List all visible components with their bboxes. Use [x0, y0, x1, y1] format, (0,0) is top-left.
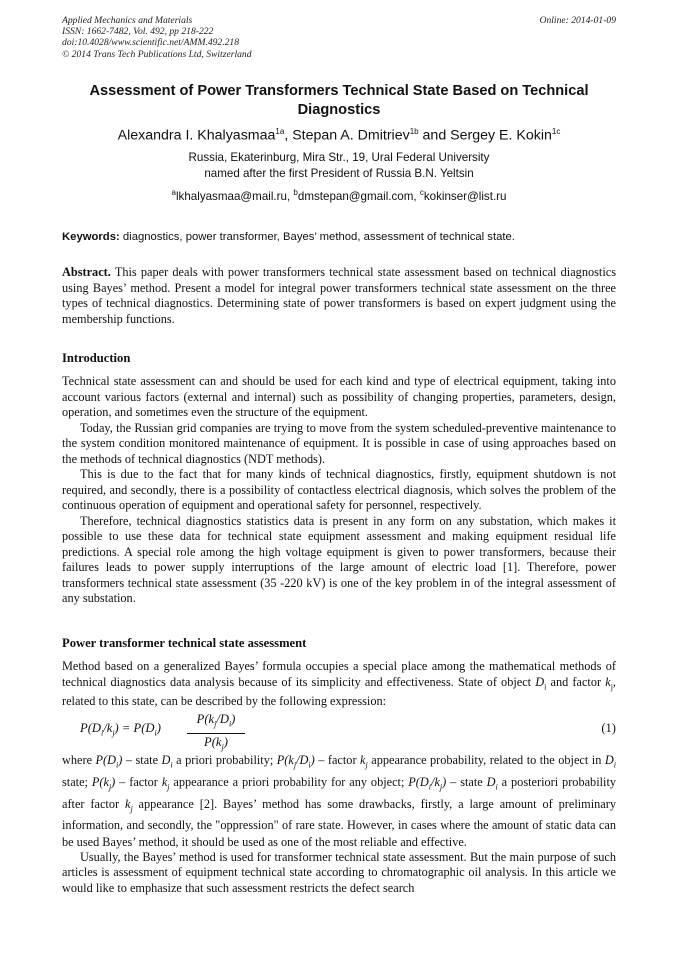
math-subscript: i — [428, 782, 432, 792]
math-subscript: j — [610, 681, 613, 691]
keywords — [62, 230, 616, 244]
text-run: Method based on a generalized Bayes’ formula occupies a special place among the mathematical methods of technical diagnostics data analysis because of its simplicity and effectiveness. State of object — [62, 659, 616, 689]
author-separator: , — [284, 127, 293, 144]
math-subscript: j — [439, 782, 443, 792]
email-mark: b — [293, 188, 298, 197]
section-heading-assessment: Power transformer technical state assessment — [62, 636, 307, 650]
math-subscript: i — [100, 728, 104, 738]
paragraph: This is due to the fact that for many kinds of technical diagnostics, firstly, equipment shutdown is not required, and secondly, there is a possibility of contactless electrical diagnosis, which solves the problem of the continuous operation of equipment and operational safety for personnel, respectively. — [62, 467, 616, 512]
math-term: P(D — [80, 721, 101, 735]
affiliation-line: Russia, Ekaterinburg, Mira Str., 19, Ural Federal University — [188, 151, 490, 164]
math-subscript: i — [170, 760, 173, 770]
math-subscript: j — [293, 760, 297, 770]
affiliation-line: named after the first President of Russia B.N. Yeltsin — [204, 167, 474, 180]
text-run: appearance [2]. Bayes’ method has some drawbacks, firstly, a large amount of preliminary information, and secondly, the "oppression" of rare state. However, in cases where the amount of static data can be used Bayes’ method, it should be used as one of the most reliable and effective. — [62, 796, 616, 849]
math-term: /k — [431, 774, 440, 789]
author-name: Sergey E. Kokin — [450, 127, 552, 144]
math-symbol: D — [535, 674, 545, 689]
fraction-numerator — [187, 711, 245, 734]
math-term: P(k — [276, 753, 294, 767]
keywords-text: diagnostics, power transformer, Bayes’ method, assessment of technical state. — [119, 231, 515, 243]
text-run: appearance a priori probability for any object; — [169, 774, 409, 789]
author-affil-mark: 1c — [551, 127, 561, 136]
email-link[interactable]: dmstepan@gmail.com — [297, 189, 414, 203]
math-subscript: i — [228, 719, 232, 729]
text-run: – factor — [115, 774, 162, 789]
math-symbol: k — [605, 674, 611, 689]
text-run: and factor — [546, 674, 606, 689]
equation-1 — [80, 711, 616, 751]
math-term: P(k — [204, 734, 222, 749]
math-subscript: i — [544, 681, 547, 691]
text-run: a posteriori probability after factor — [62, 774, 617, 811]
math-term: ) — [310, 753, 315, 767]
email-link[interactable]: kokinser@list.ru — [423, 189, 507, 203]
author-name: Alexandra I. Khalyasmaa — [117, 127, 276, 144]
math-symbol: D — [486, 774, 496, 789]
math-term: /k — [103, 721, 113, 735]
author-list — [62, 123, 616, 145]
math-term: ) = P(D — [114, 721, 155, 735]
math-subscript: i — [116, 760, 119, 770]
text-run: – state — [446, 774, 487, 789]
math-subscript: j — [365, 760, 368, 770]
math-symbol: k — [161, 774, 168, 789]
author-affil-mark: 1a — [275, 127, 285, 136]
math-subscript: j — [167, 782, 170, 792]
math-term: P(k — [91, 774, 109, 789]
email-mark: c — [419, 188, 424, 197]
math-symbol: k — [124, 796, 131, 811]
paragraph: Today, the Russian grid companies are trying to move from the system scheduled-preventive maintenance to the system condition monitored maintenance of equipment. It is possible in case of using approaches based on the methods of technical diagnostics (NDT methods). — [62, 420, 616, 466]
method-paragraph — [62, 659, 616, 710]
math-term: ) — [111, 774, 116, 789]
email-link[interactable]: lkhalyasmaa@mail.ru — [175, 189, 287, 203]
abstract-text: This paper deals with power transformers technical state assessment based on technical diagnostics using Bayes’ method. Present a model for integral power transformers technical state assessment on the three types of technical diagnostics. Determining state of power transformers is based on expert judgment using the membership functions. — [62, 265, 616, 326]
equation-fraction — [187, 711, 245, 755]
math-subscript: i — [154, 728, 157, 738]
paragraph: Therefore, technical diagnostics statistics data is present in any form on any substation, which makes it possible to use these data for technical state equipment assessment and making equipment residual life predictions. A special role among the high voltage equipment is given to power transformers, because their failures leads to power supply interruptions of the large amount of electric load [1]. Therefore, power transformers technical state assessment (35 -220 kV) is one of the key problem in of the integral assessment of any substation. — [62, 513, 616, 605]
math-subscript: j — [112, 728, 115, 738]
math-term: P(k — [196, 712, 215, 726]
text-run: where — [62, 753, 96, 767]
author-separator: and — [418, 127, 451, 144]
math-term: /D — [296, 753, 309, 767]
equation-explanation — [62, 752, 616, 896]
paragraph: Technical state assessment can and should be used for each kind and type of electrical equipment, taking into account various factors (external and internal) such as possibility of changing properties, parameters, design, operation, and sometimes even the structure of the equipment. — [62, 374, 616, 419]
issn-line: ISSN: 1662-7482, Vol. 492, pp 218-222 — [62, 26, 214, 38]
math-term: P(D — [95, 753, 117, 767]
math-term: ) — [118, 753, 123, 767]
equation-number: (1) — [601, 721, 616, 735]
text-run: , related to this state, can be described by the following expression: — [62, 674, 616, 709]
math-term: /D — [216, 712, 229, 726]
math-subscript: i — [308, 760, 311, 770]
online-date: Online: 2014-01-09 — [539, 15, 616, 26]
section-heading-introduction: Introduction — [62, 351, 131, 365]
text-run: appearance probability, related to the object in — [367, 753, 605, 767]
affiliation — [62, 150, 616, 182]
keywords-label: Keywords: — [62, 231, 120, 243]
math-subscript: j — [221, 742, 224, 752]
math-subscript: i — [613, 760, 616, 770]
math-subscript: j — [130, 803, 133, 813]
email-separator: , — [286, 189, 294, 203]
math-term: ) — [231, 712, 236, 726]
text-run: – factor — [314, 753, 361, 767]
math-term: ) — [156, 721, 161, 735]
text-run: – state — [122, 753, 162, 767]
math-subscript: j — [108, 782, 112, 792]
paper-title: Assessment of Power Transformers Technical State Based on Technical Diagnostics — [89, 83, 589, 118]
math-symbol: k — [360, 753, 366, 767]
math-term: P(D — [408, 774, 429, 789]
math-term: ) — [442, 774, 447, 789]
math-symbol: D — [604, 753, 614, 767]
abstract-label: Abstract. — [62, 265, 111, 279]
copyright-line: © 2014 Trans Tech Publications Ltd, Switzerland — [62, 48, 252, 60]
email-mark: a — [171, 188, 176, 197]
math-subscript: i — [495, 782, 498, 792]
math-subscript: j — [214, 719, 217, 729]
abstract — [62, 265, 616, 327]
equation-lhs — [80, 721, 161, 738]
author-name: Stepan A. Dmitriev — [292, 127, 410, 144]
math-term: ) — [223, 734, 228, 749]
journal-name: Applied Mechanics and Materials — [62, 15, 193, 26]
email-separator: , — [413, 189, 420, 203]
paragraph: Usually, the Bayes’ method is used for transformer technical state assessment. But the main purpose of such articles is assessment of equipment technical state according to chromatographic oil analysis. In this article we would like to emphasize that such assessment restricts the defect search — [62, 849, 616, 895]
author-emails — [62, 186, 616, 204]
math-symbol: D — [161, 753, 171, 767]
author-affil-mark: 1b — [409, 127, 419, 136]
doi-line: doi:10.4028/www.scientific.net/AMM.492.218 — [62, 37, 240, 49]
text-run: a priori probability; — [172, 753, 277, 767]
introduction-body — [62, 374, 616, 607]
journal-header — [62, 15, 616, 60]
text-run: state; — [62, 774, 92, 789]
